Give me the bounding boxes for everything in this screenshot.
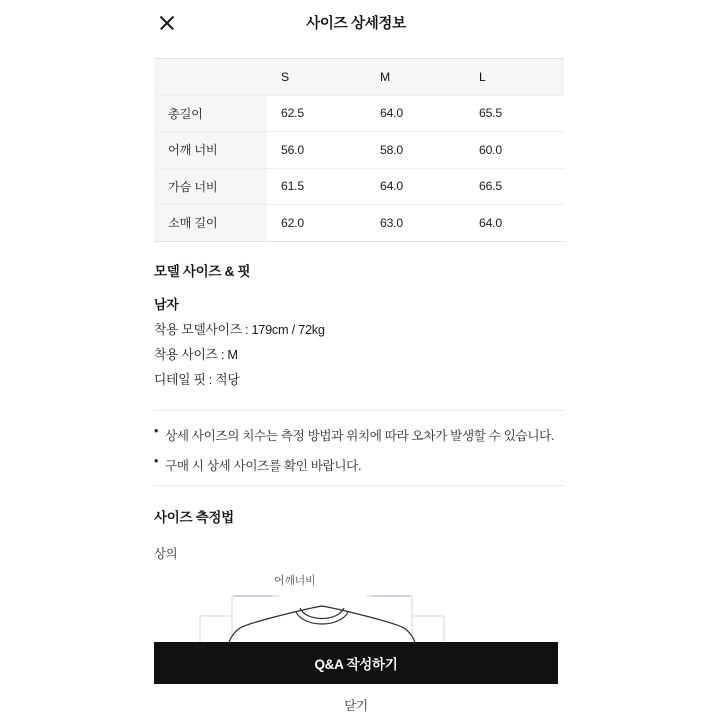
page-title: 사이즈 상세정보 [306, 16, 406, 32]
divider [154, 410, 564, 411]
table-row [154, 132, 564, 169]
table-row [154, 205, 564, 242]
table-row-label: 가슴 너비 [154, 168, 267, 205]
notice-item: • 구매 시 상세 사이즈를 확인 바랍니다. [154, 455, 564, 474]
size-detail-sheet [146, 0, 566, 720]
table-row-label: 어깨 너비 [154, 132, 267, 169]
table-cell: 64.0 [366, 168, 465, 205]
table-row [154, 168, 564, 205]
table-cell: 60.0 [465, 132, 564, 169]
table-cell: 62.5 [267, 95, 366, 132]
qna-write-button[interactable]: Q&A 작성하기 [154, 642, 558, 684]
table-row [154, 95, 564, 132]
table-cell: 58.0 [366, 132, 465, 169]
model-gender-label: 남자 [154, 296, 179, 312]
table-cell: 64.0 [479, 215, 502, 230]
notice-item: • 상세 사이즈의 치수는 측정 방법과 위치에 따라 오차가 발생할 수 있습니다. [154, 425, 564, 444]
model-wear-size-line: 착용 사이즈 : M [154, 346, 238, 362]
table-cell: 63.0 [380, 215, 403, 230]
table-cell: 56.0 [267, 132, 366, 169]
size-table [154, 58, 564, 242]
table-cell: 62.0 [281, 215, 304, 230]
table-col-header-3: L [465, 59, 564, 96]
measure-category-label: 상의 [154, 546, 178, 561]
notice-list [154, 425, 564, 474]
model-size-line: 착용 모델사이즈 : 179cm / 72kg [154, 321, 325, 337]
measure-section-title: 사이즈 측정법 [154, 509, 234, 525]
close-sheet-button[interactable]: 닫기 [344, 699, 368, 713]
table-cell: 65.5 [465, 95, 564, 132]
page-right-gutter [566, 0, 720, 720]
page-left-gutter [0, 0, 146, 720]
table-header-row [154, 59, 564, 96]
model-fit-line: 디테일 핏 : 적당 [154, 371, 240, 387]
table-cell: 64.0 [366, 95, 465, 132]
model-size-section-title: 모델 사이즈 & 핏 [154, 263, 251, 279]
table-row-label: 소매 길이 [154, 205, 267, 242]
table-cell: 66.5 [465, 168, 564, 205]
table-col-header-1: S [267, 59, 366, 96]
table-col-header-0 [154, 59, 267, 96]
bottom-action-bar [146, 642, 566, 720]
divider [154, 485, 564, 486]
table-cell: 61.5 [267, 168, 366, 205]
table-col-header-2: M [366, 59, 465, 96]
table-row-label: 총길이 [154, 95, 267, 132]
diagram-shoulder-label: 어깨너비 [274, 574, 316, 587]
sheet-header [146, 0, 566, 46]
